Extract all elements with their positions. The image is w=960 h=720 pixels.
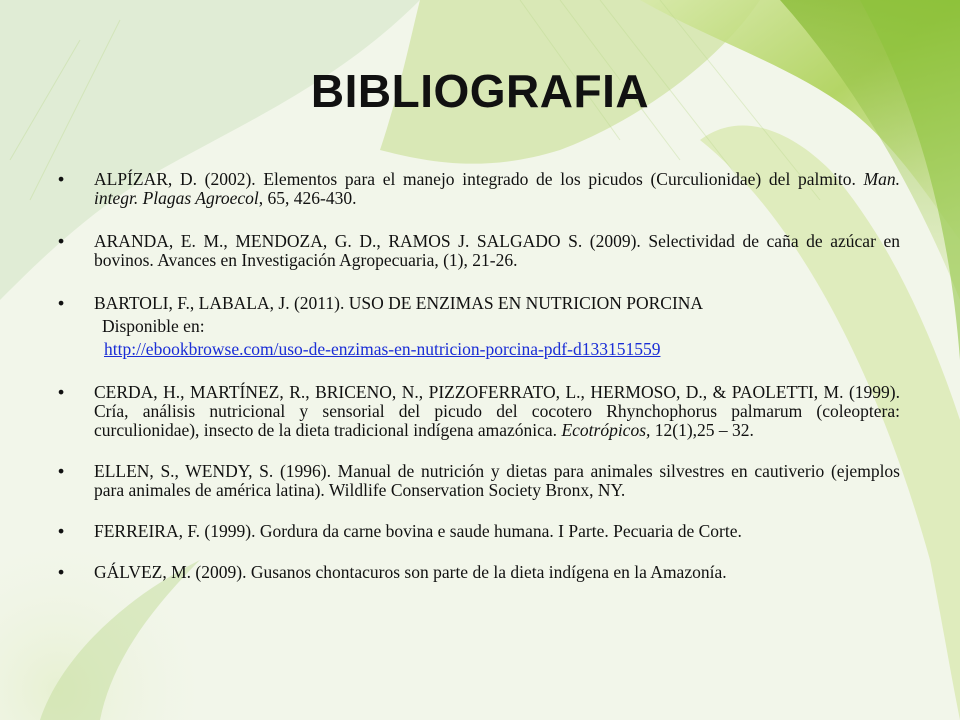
reference-text: ELLEN, S., WENDY, S. (1996). Manual de nutrición y dietas para animales silvestres en cautiverio (ejemplos para animales de américa latina). Wildlife Conservation Society Bronx, NY. [94, 461, 900, 500]
reference-text: ARANDA, E. M., MENDOZA, G. D., RAMOS J. SALGADO S. (2009). Selectividad de caña de azúcar en bovinos. Avances en Investigación Agropecuaria, (1), 21-26. [94, 231, 900, 270]
list-item [58, 294, 900, 359]
list-item [58, 563, 900, 582]
reference-text: , 65, 426-430. [258, 188, 357, 208]
reference-list [58, 170, 900, 582]
reference-text: FERREIRA, F. (1999). Gordura da carne bovina e saude humana. I Parte. Pecuaria de Corte. [94, 521, 742, 541]
reference-text: ALPÍZAR, D. (2002). Elementos para el manejo integrado de los picudos (Curculionidae) del palmito. [94, 169, 864, 189]
reference-text: BARTOLI, F., LABALA, J. (2011). USO DE ENZIMAS EN NUTRICION PORCINA [94, 293, 704, 313]
list-item [58, 462, 900, 500]
list-item [58, 522, 900, 541]
reference-text: CERDA, H., MARTÍNEZ, R., BRICENO, N., PIZZOFERRATO, L., HERMOSO, D., & PAOLETTI, M. (1999). Cría, análisis nutricional y sensorial del picudo del cocotero Rhynchophorus palmarum (coleoptera: curculionidae), insecto de la dieta tradicional indígena amazónica. [94, 382, 900, 440]
reference-journal: Ecotrópicos, [561, 420, 651, 440]
slide-title: BIBLIOGRAFIA [310, 65, 650, 117]
reference-text: 12(1),25 – 32. [650, 420, 754, 440]
bullet-icon: • [58, 521, 65, 541]
list-item [58, 232, 900, 270]
bullet-icon: • [58, 293, 65, 313]
reference-link[interactable]: http://ebookbrowse.com/uso-de-enzimas-en-nutricion-porcina-pdf-d133151559 [104, 339, 661, 359]
available-label: Disponible en: [102, 316, 205, 336]
bullet-icon: • [58, 169, 65, 189]
reference-journal: Man. integr. Plagas Agroecol [94, 169, 900, 208]
bullet-icon: • [58, 461, 65, 481]
bullet-icon: • [58, 231, 65, 251]
reference-text: GÁLVEZ, M. (2009). Gusanos chontacuros son parte de la dieta indígena en la Amazonía. [94, 562, 727, 582]
bullet-icon: • [58, 382, 65, 402]
bullet-icon: • [58, 562, 65, 582]
list-item [58, 170, 900, 208]
list-item [58, 383, 900, 440]
